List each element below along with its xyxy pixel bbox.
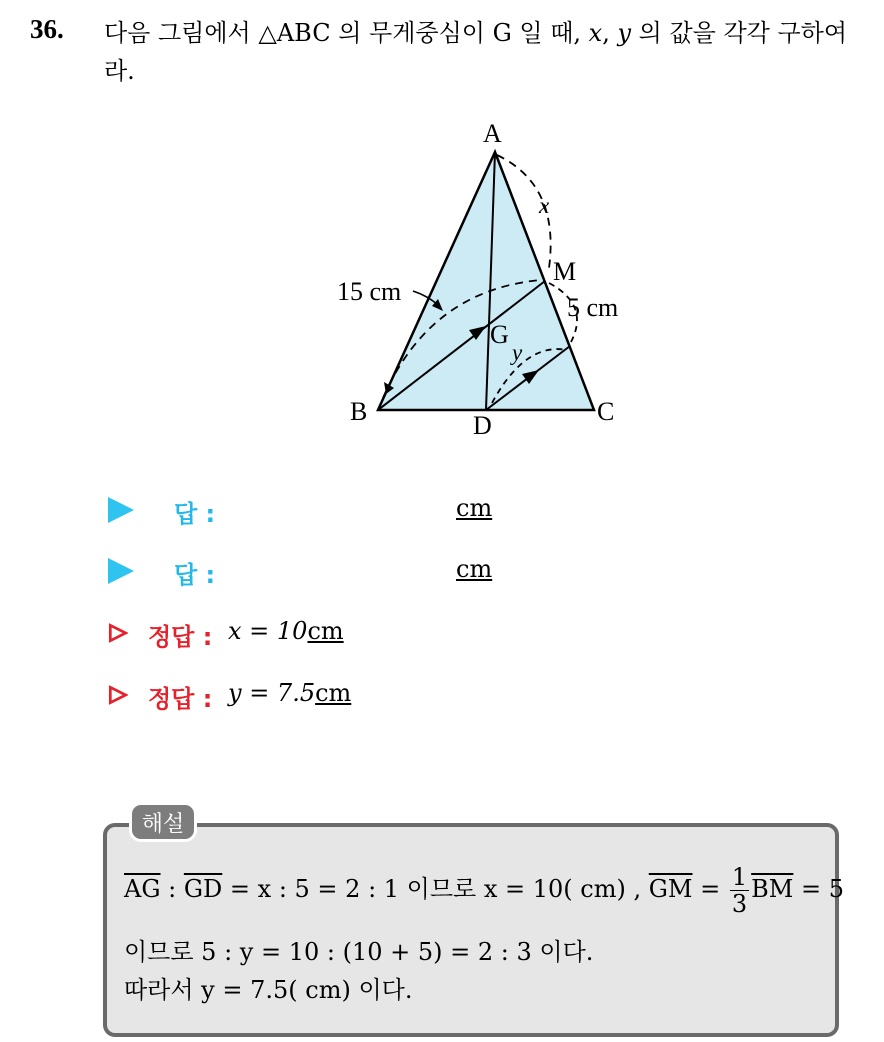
answer-label: 답 : (174, 561, 216, 589)
question-text-part1: 다음 그림에서 △ABC 의 무게중심이 G 일 때, (104, 19, 589, 47)
answer-unit: cm (456, 555, 493, 583)
answer-row-2 (108, 551, 493, 591)
correct-label: 정답 : (148, 685, 213, 713)
correct-row-1 (108, 613, 344, 653)
answer-unit: cm (456, 494, 493, 522)
solution-line-3: 따라서 y = 7.5( cm) 이다. (124, 976, 413, 1004)
label-c: C (597, 397, 615, 426)
label-b: B (350, 397, 368, 426)
question-var-y: y (617, 19, 632, 47)
solution-line-2: 이므로 5 : y = 10 : (10 + 5) = 2 : 3 이다. (124, 938, 594, 966)
fraction-one-third: $\frac{1}{3}$ (731, 863, 748, 918)
label-a: A (483, 119, 502, 148)
triangle-bullet-icon (108, 558, 134, 584)
correct-label: 정답 : (148, 623, 213, 651)
question-number: 36. (30, 14, 64, 44)
correct-value: y = 7.5cm (228, 679, 352, 707)
correct-value: x = 10cm (228, 617, 344, 645)
answer-row-1 (108, 490, 493, 530)
solution-tag: 해설 (129, 802, 197, 842)
label-g: G (490, 320, 509, 349)
triangle-figure (0, 0, 884, 480)
question-sep: , (602, 19, 618, 47)
label-15cm: 15 cm (337, 277, 402, 306)
outline-triangle-icon (108, 685, 128, 705)
label-x: x (539, 193, 550, 218)
label-5cm: 5 cm (567, 293, 619, 322)
question-var-x: x (588, 19, 603, 47)
outline-triangle-icon (108, 623, 128, 643)
label-m: M (553, 257, 577, 286)
label-d: D (473, 411, 492, 440)
triangle-bullet-icon (108, 497, 134, 523)
question-text-part2: 의 값을 각각 구하여라. (104, 19, 848, 85)
answer-label: 답 : (174, 500, 216, 528)
correct-row-2 (108, 675, 352, 715)
label-y: y (512, 340, 523, 365)
solution-line-1: $\overline{AG}$ : $\overline{GD} = x$ : 5 = 2 : 1 이므로 x = 10( cm) , $\overline{GM}$ = $\frac{1}{3}$ $\overline{BM} = 5$ (124, 863, 845, 918)
